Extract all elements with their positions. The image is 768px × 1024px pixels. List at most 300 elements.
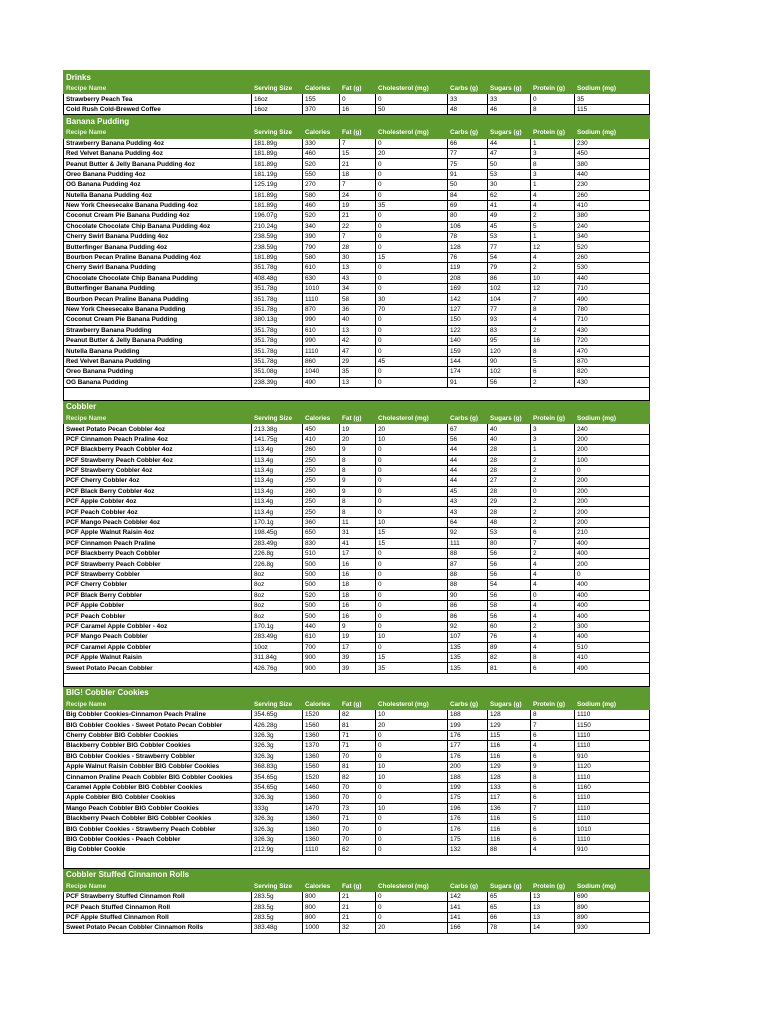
table-row	[64, 549, 650, 559]
cell-recipe-name: PCF Blackberry Peach Cobbler	[64, 549, 252, 559]
section-title-row	[64, 686, 650, 699]
cell-serving-size: 113.4g	[252, 476, 303, 486]
cell-sugars: 53	[488, 169, 531, 179]
cell-fat: 70	[340, 782, 376, 792]
cell-cholesterol: 70	[376, 304, 448, 314]
column-header-calories: Calories	[303, 699, 340, 709]
cell-fat: 82	[340, 772, 376, 782]
cell-sugars: 56	[488, 549, 531, 559]
table-row	[64, 169, 650, 179]
cell-protein: 14	[531, 923, 575, 933]
cell-calories: 800	[303, 912, 340, 922]
column-header-recipe-name: Recipe Name	[64, 128, 252, 138]
cell-fat: 17	[340, 642, 376, 652]
cell-serving-size: 181.89g	[252, 159, 303, 169]
cell-protein: 12	[531, 284, 575, 294]
table-row	[64, 782, 650, 792]
cell-serving-size: 113.4g	[252, 445, 303, 455]
cell-calories: 830	[303, 538, 340, 548]
table-row	[64, 845, 650, 855]
column-header-sodium: Sodium (mg)	[575, 84, 650, 94]
cell-serving-size: 283.5g	[252, 912, 303, 922]
cell-serving-size: 113.4g	[252, 465, 303, 475]
column-header-row	[64, 413, 650, 423]
cell-protein: 1	[531, 445, 575, 455]
cell-recipe-name: PCF Cinnamon Peach Praline	[64, 538, 252, 548]
cell-recipe-name: Blackberry Peach Cobbler BIG Cobbler Cookies	[64, 814, 252, 824]
table-row	[64, 803, 650, 813]
table-row	[64, 611, 650, 621]
cell-carbs: 188	[448, 710, 488, 720]
column-header-protein: Protein (g)	[531, 128, 575, 138]
column-header-fat: Fat (g)	[340, 84, 376, 94]
cell-serving-size: 8oz	[252, 590, 303, 600]
cell-serving-size: 226.8g	[252, 549, 303, 559]
cell-recipe-name: PCF Apple Cobbler 4oz	[64, 497, 252, 507]
cell-sugars: 88	[488, 845, 531, 855]
cell-calories: 1460	[303, 782, 340, 792]
cell-sodium: 0	[575, 465, 650, 475]
cell-cholesterol: 20	[376, 148, 448, 158]
cell-protein: 6	[531, 751, 575, 761]
cell-serving-size: 351.78g	[252, 335, 303, 345]
table-row	[64, 263, 650, 273]
cell-sugars: 129	[488, 720, 531, 730]
cell-calories: 155	[303, 94, 340, 104]
cell-sodium: 400	[575, 580, 650, 590]
cell-carbs: 144	[448, 356, 488, 366]
column-header-cholesterol: Cholesterol (mg)	[376, 128, 448, 138]
cell-sugars: 56	[488, 590, 531, 600]
cell-cholesterol: 0	[376, 273, 448, 283]
cell-carbs: 92	[448, 528, 488, 538]
cell-protein: 8	[531, 772, 575, 782]
cell-carbs: 44	[448, 455, 488, 465]
cell-sugars: 47	[488, 148, 531, 158]
cell-cholesterol: 0	[376, 751, 448, 761]
table-row	[64, 180, 650, 190]
cell-sodium: 100	[575, 455, 650, 465]
column-header-sodium: Sodium (mg)	[575, 699, 650, 709]
cell-fat: 18	[340, 169, 376, 179]
cell-calories: 330	[303, 138, 340, 148]
column-header-fat: Fat (g)	[340, 128, 376, 138]
table-row	[64, 793, 650, 803]
column-header-fat: Fat (g)	[340, 413, 376, 423]
cell-sodium: 890	[575, 912, 650, 922]
cell-recipe-name: PCF Apple Walnut Raisin	[64, 652, 252, 662]
cell-sodium: 230	[575, 138, 650, 148]
cell-serving-size: 210.24g	[252, 221, 303, 231]
cell-protein: 12	[531, 242, 575, 252]
table-row	[64, 652, 650, 662]
table-row	[64, 580, 650, 590]
cell-sugars: 54	[488, 252, 531, 262]
cell-fat: 35	[340, 367, 376, 377]
cell-protein: 3	[531, 169, 575, 179]
cell-recipe-name: BIG Cobbler Cookies - Sweet Potato Pecan Cobbler	[64, 720, 252, 730]
cell-protein: 4	[531, 642, 575, 652]
section-title-row	[64, 400, 650, 413]
cell-protein: 2	[531, 621, 575, 631]
spacer-cell	[64, 387, 650, 400]
cell-fat: 7	[340, 180, 376, 190]
cell-carbs: 50	[448, 180, 488, 190]
cell-sugars: 77	[488, 304, 531, 314]
cell-protein: 2	[531, 465, 575, 475]
spacer-cell	[64, 673, 650, 686]
cell-serving-size: 351.78g	[252, 294, 303, 304]
cell-fat: 18	[340, 580, 376, 590]
cell-sodium: 1110	[575, 730, 650, 740]
table-row	[64, 923, 650, 933]
cell-sodium: 35	[575, 94, 650, 104]
cell-serving-size: 16oz	[252, 104, 303, 114]
cell-cholesterol: 50	[376, 104, 448, 114]
cell-sugars: 116	[488, 751, 531, 761]
table-row	[64, 315, 650, 325]
table-row	[64, 538, 650, 548]
cell-sugars: 40	[488, 434, 531, 444]
cell-fat: 39	[340, 652, 376, 662]
cell-protein: 4	[531, 600, 575, 610]
section-title-row	[64, 115, 650, 128]
cell-recipe-name: Big Cobbler Cookies-Cinnamon Peach Praline	[64, 710, 252, 720]
cell-cholesterol: 0	[376, 476, 448, 486]
column-header-cholesterol: Cholesterol (mg)	[376, 881, 448, 891]
cell-protein: 4	[531, 845, 575, 855]
cell-fat: 7	[340, 138, 376, 148]
cell-fat: 31	[340, 528, 376, 538]
table-row	[64, 200, 650, 210]
cell-serving-size: 326.3g	[252, 751, 303, 761]
cell-cholesterol: 0	[376, 580, 448, 590]
cell-sugars: 44	[488, 138, 531, 148]
cell-recipe-name: New York Cheesecake Banana Pudding 4oz	[64, 200, 252, 210]
cell-protein: 7	[531, 720, 575, 730]
cell-protein: 9	[531, 762, 575, 772]
cell-fat: 16	[340, 611, 376, 621]
cell-carbs: 176	[448, 824, 488, 834]
cell-sugars: 60	[488, 621, 531, 631]
table-row	[64, 642, 650, 652]
column-header-sugars: Sugars (g)	[488, 881, 531, 891]
column-header-protein: Protein (g)	[531, 699, 575, 709]
table-row	[64, 621, 650, 631]
cell-carbs: 77	[448, 148, 488, 158]
cell-sodium: 1110	[575, 793, 650, 803]
cell-fat: 9	[340, 476, 376, 486]
cell-carbs: 75	[448, 159, 488, 169]
cell-serving-size: 181.89g	[252, 190, 303, 200]
cell-cholesterol: 0	[376, 559, 448, 569]
cell-recipe-name: PCF Strawberry Cobbler 4oz	[64, 465, 252, 475]
cell-protein: 6	[531, 367, 575, 377]
cell-carbs: 199	[448, 782, 488, 792]
table-row	[64, 465, 650, 475]
table-row	[64, 232, 650, 242]
cell-carbs: 169	[448, 284, 488, 294]
table-row	[64, 104, 650, 114]
cell-recipe-name: Oreo Banana Pudding	[64, 367, 252, 377]
cell-protein: 4	[531, 315, 575, 325]
cell-sugars: 62	[488, 190, 531, 200]
cell-serving-size: 351.78g	[252, 356, 303, 366]
section-title-row	[64, 868, 650, 881]
cell-recipe-name: Nutella Banana Pudding	[64, 346, 252, 356]
cell-serving-size: 354.65g	[252, 782, 303, 792]
cell-carbs: 142	[448, 294, 488, 304]
cell-protein: 6	[531, 834, 575, 844]
cell-sugars: 76	[488, 632, 531, 642]
cell-carbs: 142	[448, 891, 488, 901]
cell-serving-size: 170.1g	[252, 621, 303, 631]
table-row	[64, 824, 650, 834]
cell-calories: 500	[303, 580, 340, 590]
cell-serving-size: 196.07g	[252, 211, 303, 221]
cell-cholesterol: 10	[376, 772, 448, 782]
cell-recipe-name: PCF Strawberry Peach Cobbler 4oz	[64, 455, 252, 465]
cell-fat: 29	[340, 356, 376, 366]
cell-sodium: 410	[575, 200, 650, 210]
table-row	[64, 159, 650, 169]
cell-sugars: 27	[488, 476, 531, 486]
cell-protein: 2	[531, 507, 575, 517]
cell-fat: 13	[340, 263, 376, 273]
cell-cholesterol: 15	[376, 652, 448, 662]
cell-sugars: 40	[488, 424, 531, 434]
cell-recipe-name: PCF Cherry Cobbler 4oz	[64, 476, 252, 486]
cell-sodium: 240	[575, 424, 650, 434]
table-row	[64, 902, 650, 912]
cell-carbs: 199	[448, 720, 488, 730]
cell-cholesterol: 10	[376, 803, 448, 813]
cell-carbs: 196	[448, 803, 488, 813]
cell-serving-size: 198.45g	[252, 528, 303, 538]
cell-fat: 16	[340, 104, 376, 114]
cell-carbs: 140	[448, 335, 488, 345]
cell-protein: 4	[531, 580, 575, 590]
cell-sugars: 83	[488, 325, 531, 335]
column-header-calories: Calories	[303, 128, 340, 138]
cell-recipe-name: Cherry Cobbler BIG Cobbler Cookies	[64, 730, 252, 740]
table-row	[64, 730, 650, 740]
cell-sugars: 86	[488, 273, 531, 283]
cell-fat: 15	[340, 148, 376, 158]
cell-serving-size: 8oz	[252, 600, 303, 610]
cell-calories: 1000	[303, 923, 340, 933]
cell-sodium: 400	[575, 538, 650, 548]
cell-recipe-name: Bourbon Pecan Praline Banana Pudding	[64, 294, 252, 304]
cell-cholesterol: 0	[376, 891, 448, 901]
cell-calories: 1010	[303, 284, 340, 294]
cell-carbs: 141	[448, 902, 488, 912]
column-header-serving-size: Serving Size	[252, 699, 303, 709]
cell-sugars: 56	[488, 569, 531, 579]
cell-cholesterol: 0	[376, 465, 448, 475]
cell-protein: 4	[531, 741, 575, 751]
column-header-row	[64, 699, 650, 709]
cell-recipe-name: PCF Caramel Apple Cobbler	[64, 642, 252, 652]
cell-sugars: 33	[488, 94, 531, 104]
column-header-recipe-name: Recipe Name	[64, 881, 252, 891]
cell-fat: 21	[340, 891, 376, 901]
table-row	[64, 190, 650, 200]
cell-sodium: 1110	[575, 710, 650, 720]
cell-fat: 81	[340, 762, 376, 772]
cell-carbs: 128	[448, 242, 488, 252]
cell-calories: 1560	[303, 720, 340, 730]
cell-cholesterol: 0	[376, 325, 448, 335]
cell-cholesterol: 0	[376, 367, 448, 377]
table-row	[64, 367, 650, 377]
spacer-row	[64, 387, 650, 400]
section-title: Cobbler Stuffed Cinnamon Rolls	[64, 868, 650, 881]
cell-calories: 580	[303, 252, 340, 262]
cell-recipe-name: Peanut Butter & Jelly Banana Pudding 4oz	[64, 159, 252, 169]
cell-recipe-name: PCF Strawberry Stuffed Cinnamon Roll	[64, 891, 252, 901]
cell-protein: 1	[531, 138, 575, 148]
cell-serving-size: 181.89g	[252, 148, 303, 158]
cell-calories: 610	[303, 263, 340, 273]
cell-sugars: 30	[488, 180, 531, 190]
cell-sodium: 200	[575, 434, 650, 444]
cell-carbs: 174	[448, 367, 488, 377]
table-row	[64, 497, 650, 507]
cell-recipe-name: BIG Cobbler Cookies - Peach Cobbler	[64, 834, 252, 844]
cell-cholesterol: 0	[376, 377, 448, 387]
cell-calories: 250	[303, 465, 340, 475]
cell-fat: 17	[340, 549, 376, 559]
cell-cholesterol: 0	[376, 730, 448, 740]
table-row	[64, 600, 650, 610]
table-row	[64, 720, 650, 730]
cell-protein: 8	[531, 104, 575, 114]
cell-protein: 3	[531, 424, 575, 434]
cell-carbs: 86	[448, 611, 488, 621]
section-title-row	[64, 71, 650, 84]
column-header-row	[64, 84, 650, 94]
cell-cholesterol: 0	[376, 741, 448, 751]
cell-cholesterol: 0	[376, 94, 448, 104]
cell-protein: 2	[531, 325, 575, 335]
cell-recipe-name: Cherry Swirl Banana Pudding	[64, 263, 252, 273]
cell-sugars: 65	[488, 891, 531, 901]
cell-sodium: 200	[575, 497, 650, 507]
cell-cholesterol: 0	[376, 335, 448, 345]
cell-protein: 4	[531, 559, 575, 569]
cell-sugars: 102	[488, 284, 531, 294]
cell-carbs: 106	[448, 221, 488, 231]
table-row	[64, 710, 650, 720]
cell-carbs: 141	[448, 912, 488, 922]
cell-protein: 6	[531, 528, 575, 538]
cell-carbs: 208	[448, 273, 488, 283]
cell-recipe-name: Sweet Potato Pecan Cobbler	[64, 663, 252, 673]
cell-fat: 34	[340, 284, 376, 294]
cell-fat: 16	[340, 569, 376, 579]
table-row	[64, 242, 650, 252]
cell-sugars: 78	[488, 923, 531, 933]
cell-carbs: 200	[448, 762, 488, 772]
cell-calories: 270	[303, 180, 340, 190]
cell-protein: 2	[531, 476, 575, 486]
cell-serving-size: 113.4g	[252, 497, 303, 507]
cell-carbs: 107	[448, 632, 488, 642]
cell-serving-size: 170.1g	[252, 517, 303, 527]
cell-cholesterol: 0	[376, 455, 448, 465]
cell-carbs: 78	[448, 232, 488, 242]
cell-protein: 4	[531, 632, 575, 642]
cell-recipe-name: Oreo Banana Pudding 4oz	[64, 169, 252, 179]
cell-carbs: 111	[448, 538, 488, 548]
column-header-carbs: Carbs (g)	[448, 699, 488, 709]
cell-fat: 9	[340, 621, 376, 631]
cell-fat: 62	[340, 845, 376, 855]
cell-recipe-name: PCF Mango Peach Cobbler	[64, 632, 252, 642]
cell-cholesterol: 30	[376, 294, 448, 304]
cell-fat: 9	[340, 486, 376, 496]
cell-recipe-name: Nutella Banana Pudding 4oz	[64, 190, 252, 200]
column-header-serving-size: Serving Size	[252, 84, 303, 94]
cell-recipe-name: Butterfinger Banana Pudding 4oz	[64, 242, 252, 252]
cell-fat: 40	[340, 315, 376, 325]
cell-calories: 260	[303, 445, 340, 455]
cell-sodium: 380	[575, 159, 650, 169]
cell-sodium: 115	[575, 104, 650, 114]
cell-carbs: 135	[448, 652, 488, 662]
cell-fat: 19	[340, 424, 376, 434]
cell-fat: 8	[340, 465, 376, 475]
cell-sugars: 116	[488, 834, 531, 844]
cell-calories: 800	[303, 902, 340, 912]
cell-sodium: 490	[575, 294, 650, 304]
cell-carbs: 88	[448, 580, 488, 590]
column-header-sodium: Sodium (mg)	[575, 881, 650, 891]
table-row	[64, 912, 650, 922]
cell-fat: 71	[340, 730, 376, 740]
cell-protein: 5	[531, 221, 575, 231]
cell-sugars: 116	[488, 824, 531, 834]
cell-serving-size: 16oz	[252, 94, 303, 104]
cell-calories: 790	[303, 242, 340, 252]
cell-carbs: 159	[448, 346, 488, 356]
cell-sugars: 79	[488, 263, 531, 273]
cell-calories: 500	[303, 600, 340, 610]
cell-sodium: 400	[575, 549, 650, 559]
column-header-serving-size: Serving Size	[252, 413, 303, 423]
table-row	[64, 273, 650, 283]
column-header-calories: Calories	[303, 881, 340, 891]
cell-protein: 4	[531, 252, 575, 262]
cell-protein: 1	[531, 232, 575, 242]
column-header-row	[64, 128, 650, 138]
cell-calories: 1360	[303, 793, 340, 803]
cell-calories: 500	[303, 559, 340, 569]
cell-carbs: 176	[448, 730, 488, 740]
cell-cholesterol: 0	[376, 902, 448, 912]
cell-sugars: 58	[488, 600, 531, 610]
cell-calories: 250	[303, 507, 340, 517]
cell-sugars: 46	[488, 104, 531, 114]
cell-serving-size: 10oz	[252, 642, 303, 652]
cell-protein: 6	[531, 730, 575, 740]
column-header-row	[64, 881, 650, 891]
cell-cholesterol: 35	[376, 200, 448, 210]
column-header-cholesterol: Cholesterol (mg)	[376, 699, 448, 709]
cell-serving-size: 283.49g	[252, 632, 303, 642]
cell-sugars: 82	[488, 652, 531, 662]
